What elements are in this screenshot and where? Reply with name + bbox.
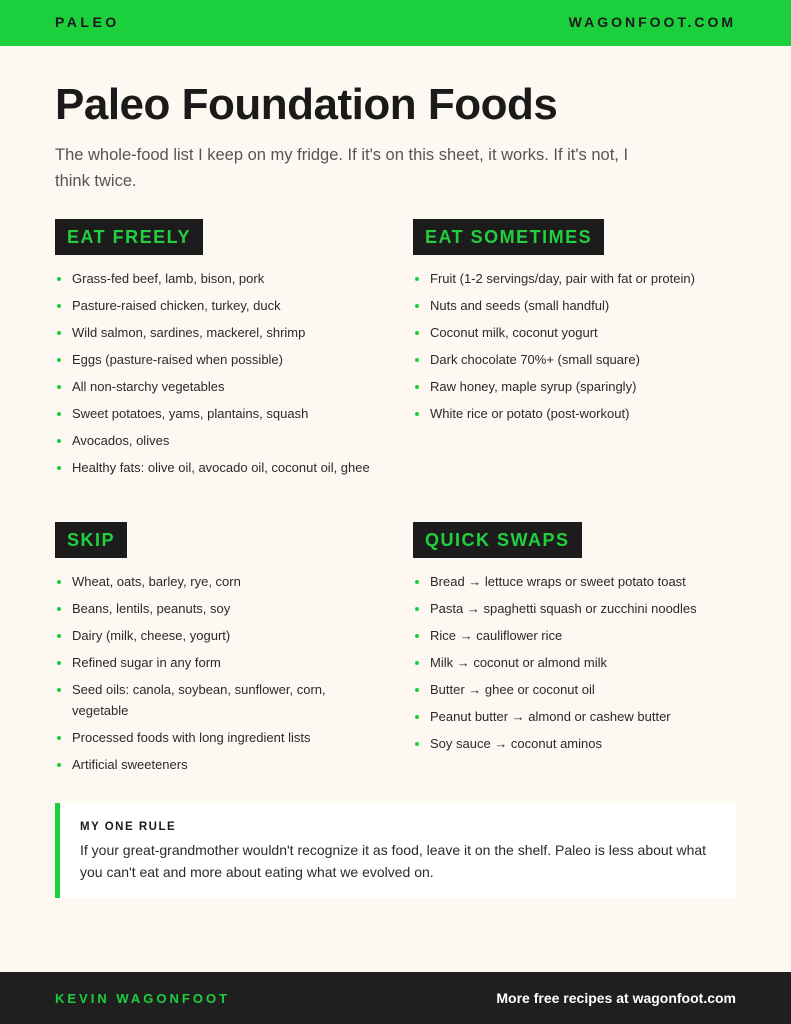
rule-text: If your great-grandmother wouldn't recognize it as food, leave it on the shelf. Paleo is less about what you can't eat and more about eating what we evolved on.: [80, 842, 707, 880]
list-item-text: Fruit (1-2 servings/day, pair with fat or protein): [430, 271, 695, 286]
list-item-text: Dark chocolate 70%+ (small square): [430, 352, 640, 367]
list-item: [413, 571, 743, 592]
bullet-icon: [57, 736, 61, 740]
list-item: [55, 376, 385, 397]
list-item-text: Refined sugar in any form: [72, 655, 221, 670]
list-item: [55, 754, 385, 775]
bullet-icon: [415, 715, 419, 719]
list-item: [55, 625, 385, 646]
list-item: [55, 430, 385, 451]
rule-callout: [55, 803, 736, 898]
bullet-icon: [57, 661, 61, 665]
list-item-text: Pasture-raised chicken, turkey, duck: [72, 298, 281, 313]
list-item-text: Rice → cauliflower rice: [430, 628, 563, 643]
bullet-icon: [57, 439, 61, 443]
bullet-icon: [57, 688, 61, 692]
bullet-icon: [415, 412, 419, 416]
list-item-text: White rice or potato (post-workout): [430, 406, 630, 421]
list-item: [413, 268, 743, 289]
list-item: [413, 376, 743, 397]
bullet-icon: [415, 688, 419, 692]
category-label: PALEO: [55, 14, 120, 30]
author-name: KEVIN WAGONFOOT: [55, 991, 230, 1006]
list-item: [55, 457, 385, 478]
more-recipes-link[interactable]: More free recipes at wagonfoot.com: [496, 990, 736, 1006]
bullet-icon: [415, 304, 419, 308]
list-item: [413, 295, 743, 316]
list-item: [413, 403, 743, 424]
list-item-text: Wild salmon, sardines, mackerel, shrimp: [72, 325, 306, 340]
bullet-icon: [415, 607, 419, 611]
list-item-text: Processed foods with long ingredient lists: [72, 730, 311, 745]
list-item-text: Dairy (milk, cheese, yogurt): [72, 628, 231, 643]
list-item-text: Sweet potatoes, yams, plantains, squash: [72, 406, 309, 421]
section-skip: [55, 522, 385, 781]
list-item: [55, 727, 385, 748]
bullet-icon: [57, 763, 61, 767]
bullet-icon: [415, 331, 419, 335]
bullet-icon: [57, 412, 61, 416]
food-list: [55, 571, 385, 775]
list-item-text: Eggs (pasture-raised when possible): [72, 352, 283, 367]
top-bar: [0, 0, 791, 46]
list-item-text: Peanut butter → almond or cashew butter: [430, 709, 671, 724]
bullet-icon: [415, 358, 419, 362]
bullet-icon: [57, 358, 61, 362]
bullet-icon: [57, 331, 61, 335]
list-item-text: Wheat, oats, barley, rye, corn: [72, 574, 241, 589]
bullet-icon: [415, 277, 419, 281]
section-eat-sometimes: [413, 219, 743, 430]
list-item-text: Grass-fed beef, lamb, bison, pork: [72, 271, 265, 286]
list-item-text: Nuts and seeds (small handful): [430, 298, 610, 313]
list-item: [413, 598, 743, 619]
rule-label: MY ONE RULE: [80, 821, 177, 833]
list-item-text: Raw honey, maple syrup (sparingly): [430, 379, 637, 394]
bullet-icon: [415, 634, 419, 638]
page-subtitle: The whole-food list I keep on my fridge. If it's on this sheet, it works. If it's not, I think twice.: [55, 146, 629, 190]
bullet-icon: [415, 742, 419, 746]
list-item: [55, 349, 385, 370]
bullet-icon: [57, 466, 61, 470]
bullet-icon: [57, 634, 61, 638]
footer: [0, 972, 791, 1024]
bullet-icon: [57, 580, 61, 584]
list-item: [413, 625, 743, 646]
list-item-text: Artificial sweeteners: [72, 757, 188, 772]
list-item-text: Butter → ghee or coconut oil: [430, 682, 595, 697]
list-item-text: Healthy fats: olive oil, avocado oil, coconut oil, ghee: [72, 460, 370, 475]
list-item: [413, 652, 743, 673]
list-item-text: Soy sauce → coconut aminos: [430, 736, 602, 751]
food-list: [413, 571, 743, 754]
list-item: [55, 268, 385, 289]
section-eat-freely: [55, 219, 385, 484]
section-heading: QUICK SWAPS: [413, 522, 582, 558]
list-item-text: Seed oils: canola, soybean, sunflower, corn, vegetable: [72, 682, 326, 718]
list-item: [413, 322, 743, 343]
list-item-text: Beans, lentils, peanuts, soy: [72, 601, 231, 616]
section-heading: EAT FREELY: [55, 219, 203, 255]
list-item: [55, 403, 385, 424]
bullet-icon: [57, 304, 61, 308]
list-item: [413, 679, 743, 700]
section-heading: SKIP: [55, 522, 127, 558]
list-item: [55, 295, 385, 316]
list-item: [413, 733, 743, 754]
list-item-text: Avocados, olives: [72, 433, 170, 448]
list-item-text: Pasta → spaghetti squash or zucchini noodles: [430, 601, 697, 616]
list-item-text: Bread → lettuce wraps or sweet potato toast: [430, 574, 686, 589]
site-link[interactable]: WAGONFOOT.COM: [568, 14, 736, 30]
section-heading: EAT SOMETIMES: [413, 219, 604, 255]
food-list: [413, 268, 743, 424]
list-item-text: All non-starchy vegetables: [72, 379, 225, 394]
bullet-icon: [415, 661, 419, 665]
section-quick-swaps: [413, 522, 743, 760]
list-item: [413, 349, 743, 370]
list-item: [55, 598, 385, 619]
bullet-icon: [57, 607, 61, 611]
list-item-text: Milk → coconut or almond milk: [430, 655, 607, 670]
list-item-text: Coconut milk, coconut yogurt: [430, 325, 598, 340]
bullet-icon: [415, 580, 419, 584]
bullet-icon: [57, 385, 61, 389]
list-item: [55, 322, 385, 343]
bullet-icon: [57, 277, 61, 281]
list-item: [55, 679, 385, 721]
bullet-icon: [415, 385, 419, 389]
list-item: [55, 652, 385, 673]
page-title: Paleo Foundation Foods: [55, 80, 558, 129]
list-item: [55, 571, 385, 592]
food-list: [55, 268, 385, 478]
list-item: [413, 706, 743, 727]
